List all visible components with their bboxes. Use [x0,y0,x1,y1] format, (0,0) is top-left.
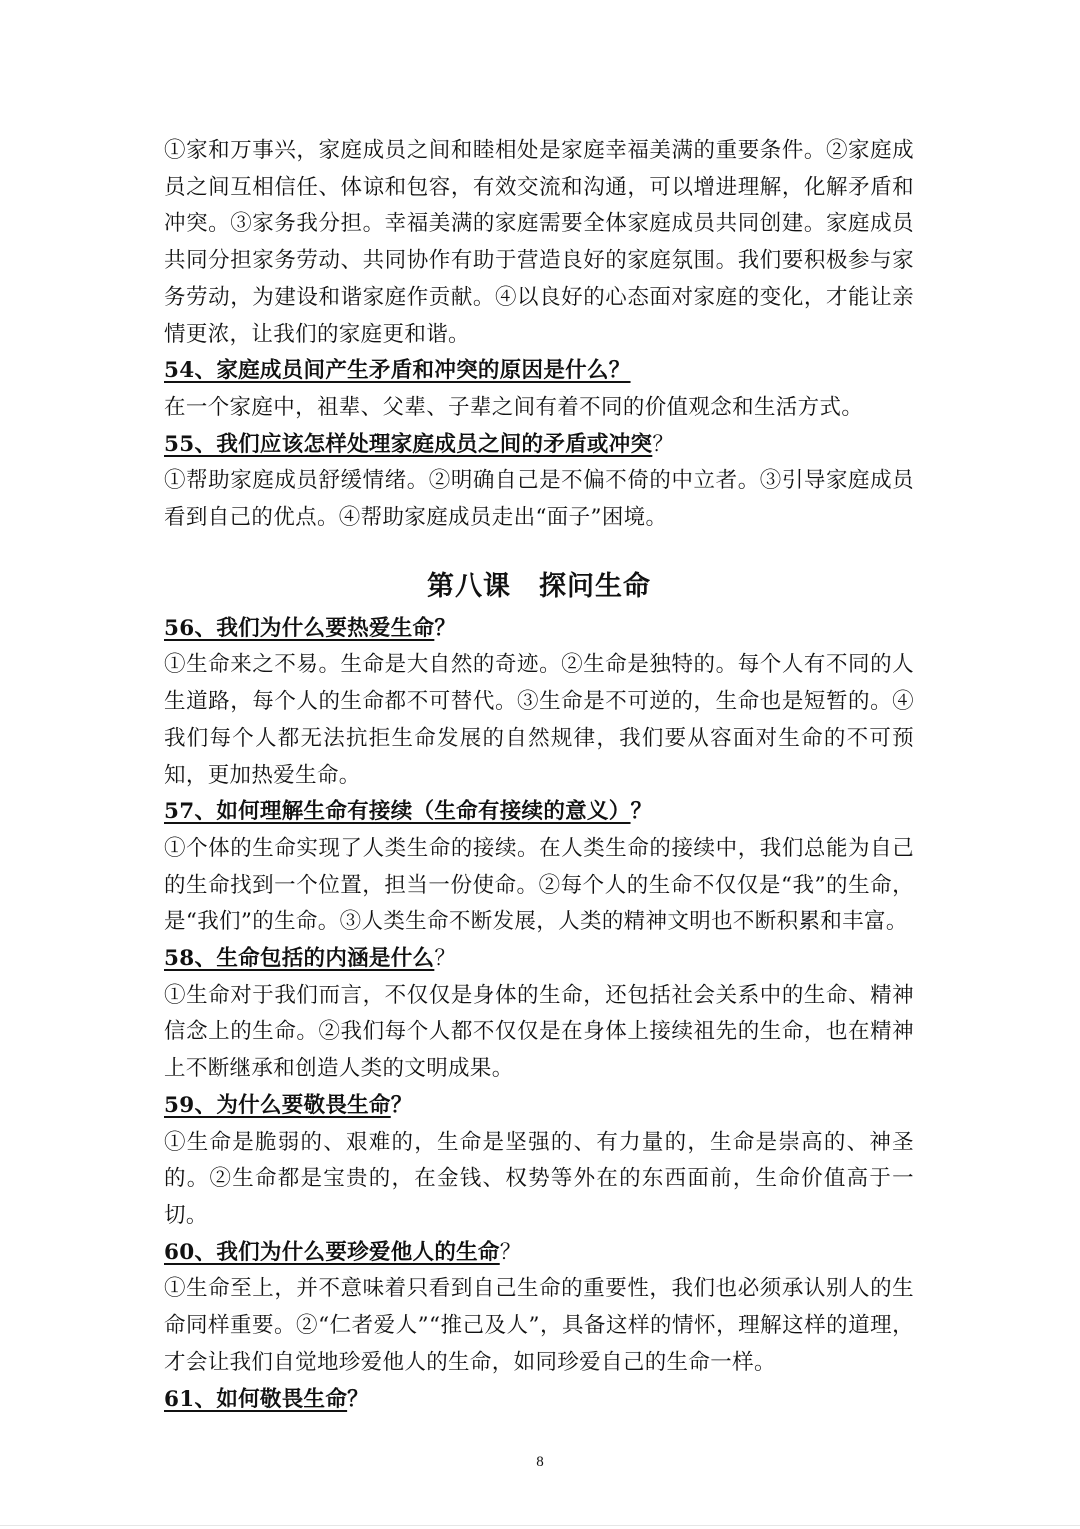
question-54-text: 54、家庭成员间产生矛盾和冲突的原因是什么？ [164,358,631,384]
answer-55: ①帮助家庭成员舒缓情绪。②明确自己是不偏不倚的中立者。③引导家庭成员看到自己的优点。④帮助家庭成员走出“面子”困境。 [164,468,914,531]
question-58 [164,941,914,978]
question-60 [164,1235,914,1272]
question-59-mark: ？ [390,1092,413,1118]
page-bottom-edge [0,1525,1080,1526]
question-56-mark: ？ [434,615,457,641]
answer-56: ①生命来之不易。生命是大自然的奇迹。②生命是独特的。每个人有不同的人生道路，每个人的生命都不可替代。③生命是不可逆的，生命也是短暂的。④我们每个人都无法抗拒生命发展的自然规律，我们要从容面对生命的不可预知，更加热爱生命。 [164,652,914,788]
question-55-text: 55、我们应该怎样处理家庭成员之间的矛盾或冲突 [164,431,653,457]
question-60-text: 60、我们为什么要珍爱他人的生命 [164,1239,500,1265]
answer-57: ①个体的生命实现了人类生命的接续。在人类生命的接续中，我们总能为自己的生命找到一个位置，担当一份使命。②每个人的生命不仅仅是“我”的生命，是“我们”的生命。③人类生命不断发展，人类的精神文明也不断积累和丰富。 [164,835,914,935]
question-57-mark: ？ [630,799,653,825]
question-55 [164,427,914,464]
page-number: 8 [536,1454,544,1470]
question-60-mark: ？ [499,1239,522,1265]
question-54 [164,353,914,390]
page-content [164,133,914,1418]
lesson-title: 第八课 探问生命 [427,570,651,602]
question-56 [164,611,914,648]
question-58-text: 58、生命包括的内涵是什么 [164,946,435,972]
question-59-text: 59、为什么要敬畏生命 [164,1092,391,1118]
answer-60: ①生命至上，并不意味着只看到自己生命的重要性，我们也必须承认别人的生命同样重要。②“仁者爱人”“推己及人”，具备这样的情怀，理解这样的道理，才会让我们自觉地珍爱他人的生命，如同珍爱自己的生命一样。 [164,1276,914,1375]
question-61 [164,1382,914,1419]
question-57-text: 57、如何理解生命有接续（生命有接续的意义） [164,799,631,825]
answer-paragraph: ①家和万事兴，家庭成员之间和睦相处是家庭幸福美满的重要条件。②家庭成员之间互相信任、体谅和包容，有效交流和沟通，可以增进理解，化解矛盾和冲突。③家务我分担。幸福美满的家庭需要全体家庭成员共同创建。家庭成员共同分担家务劳动、共同协作有助于营造良好的家庭氛围。我们要积极参与家务劳动，为建设和谐家庭作贡献。④以良好的心态面对家庭的变化，才能让亲情更浓，让我们的家庭更和谐。 [164,138,914,347]
question-61-mark: ？ [347,1386,369,1412]
question-58-mark: ？ [434,946,457,972]
question-59 [164,1088,914,1125]
question-61-text: 61、如何敬畏生命 [164,1386,348,1412]
question-57 [164,794,914,831]
question-55-mark: ？ [652,431,675,457]
answer-54: 在一个家庭中，祖辈、父辈、子辈之间有着不同的价值观念和生活方式。 [164,394,864,420]
answer-59: ①生命是脆弱的、艰难的，生命是坚强的、有力量的，生命是崇高的、神圣的。②生命都是宝贵的，在金钱、权势等外在的东西面前，生命价值高于一切。 [164,1129,914,1228]
question-56-text: 56、我们为什么要热爱生命 [164,615,435,641]
answer-58: ①生命对于我们而言，不仅仅是身体的生命，还包括社会关系中的生命、精神信念上的生命。②我们每个人都不仅仅是在身体上接续祖先的生命，也在精神上不断继承和创造人类的文明成果。 [164,982,914,1082]
